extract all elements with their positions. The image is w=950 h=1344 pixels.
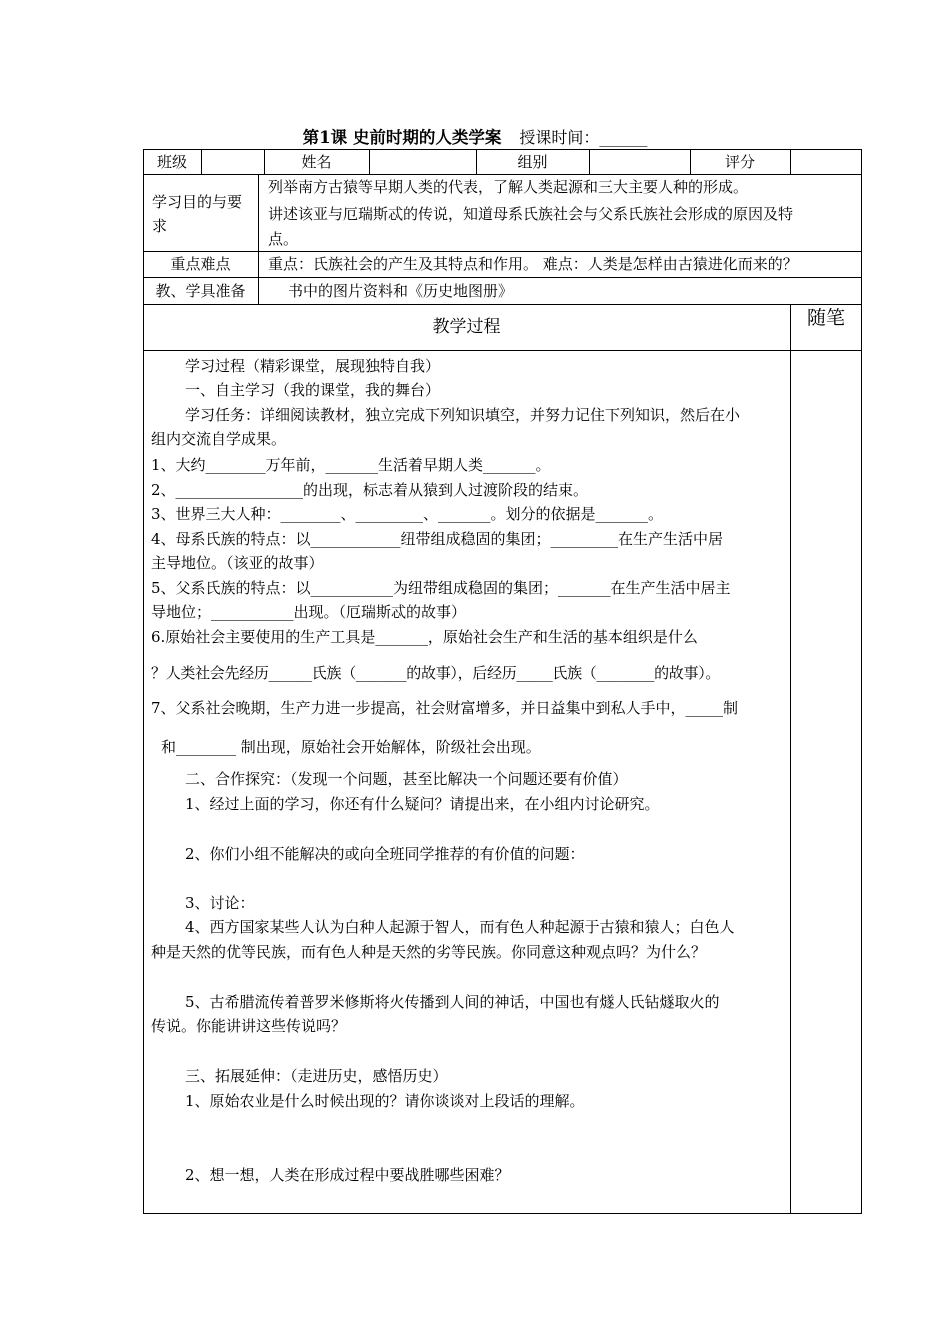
goals-line-2: 讲述该亚与厄瑞斯忒的传说，知道母系氏族社会与父系氏族社会形成的原因及特 — [268, 205, 794, 223]
col-divider — [790, 304, 791, 1214]
group-label: 组别 — [517, 153, 548, 171]
col-divider — [201, 149, 202, 175]
key-points-label: 重点难点 — [170, 255, 231, 273]
col-divider — [369, 149, 370, 175]
name-label: 姓名 — [301, 153, 332, 171]
question-5-line-2: 导地位；___________出现。（厄瑞斯忒的故事） — [151, 603, 467, 621]
cooperative-heading: 二、合作探究：（发现一个问题，甚至比解决一个问题还要有价值） — [185, 770, 628, 788]
row-divider — [143, 251, 862, 252]
question-7-line-1: 7、父系社会晚期，生产力进一步提高，社会财富增多，并日益集中到私人手中，_____制 — [151, 699, 739, 717]
goals-label: 学习目的与要求 — [152, 193, 243, 235]
teaching-time-label: 授课时间： — [519, 128, 600, 147]
notes-heading: 随笔 — [806, 307, 845, 329]
cooperative-question-5-line-2: 传说。你能讲讲这些传说吗？ — [151, 1017, 347, 1035]
process-heading: 教学过程 — [432, 317, 501, 337]
extension-question-2: 2、想一想，人类在形成过程中要战胜哪些困难？ — [185, 1166, 510, 1184]
row-divider — [143, 277, 862, 278]
question-1: 1、大约________万年前，_______生活着早期人类_______。 — [151, 456, 551, 474]
cooperative-question-4-line-1: 4、西方国家某些人认为白种人起源于智人，而有色人种起源于古猿和猿人；白色人 — [185, 918, 735, 936]
question-4-line-1: 4、母系氏族的特点：以____________纽带组成稳固的集团；_________在生产生活中居 — [151, 530, 724, 548]
question-3: 3、世界三大人种：________、_________、_______。划分的依据是_______。 — [151, 505, 664, 523]
extension-heading: 三、拓展延伸：（走进历史，感悟历史） — [185, 1067, 448, 1085]
goals-line-3: 点。 — [268, 230, 299, 248]
cooperative-question-4-line-2: 种是天然的优等民族，而有色人种是天然的劣等民族。你同意这种观点吗？为什么？ — [151, 943, 707, 961]
question-7-line-2: 和________ 制出现，原始社会开始解体，阶级社会出现。 — [161, 738, 541, 756]
cooperative-question-1: 1、经过上面的学习，你还有什么疑问？请提出来，在小组内讨论研究。 — [185, 795, 660, 813]
col-divider — [790, 149, 791, 175]
tools-text: 书中的图片资料和《历史地图册》 — [288, 282, 514, 300]
row-divider — [143, 350, 862, 351]
col-divider — [258, 174, 259, 305]
question-5-line-1: 5、父系氏族的特点：以___________为纽带组成稳固的集团；_______在生产生活中居主 — [151, 579, 731, 597]
col-divider — [589, 149, 590, 175]
class-label: 班级 — [156, 153, 187, 171]
score-label: 评分 — [724, 153, 755, 171]
learning-process-heading: 学习过程（精彩课堂，展现独特自我） — [185, 357, 441, 375]
cooperative-question-5-line-1: 5、古希腊流传着普罗米修斯将火传播到人间的神话，中国也有燧人氏钻燧取火的 — [185, 993, 720, 1011]
goals-line-1: 列举南方古猿等早期人类的代表，了解人类起源和三大主要人种的形成。 — [268, 178, 749, 196]
extension-question-1: 1、原始农业是什么时候出现的？请你谈谈对上段话的理解。 — [185, 1092, 585, 1110]
cooperative-question-2: 2、你们小组不能解决的或向全班同学推荐的有价值的问题： — [185, 845, 585, 863]
page-title — [0, 127, 950, 149]
question-4-line-2: 主导地位。（该亚的故事） — [151, 554, 324, 572]
teaching-time-blank: ______ — [599, 128, 648, 147]
question-6-line-1: 6.原始社会主要使用的生产工具是_______，原始社会生产和生活的基本组织是什么 — [151, 628, 698, 646]
tools-label: 教、学具准备 — [155, 282, 246, 300]
task-line-1: 学习任务：详细阅读教材，独立完成下列知识填空，并努力记住下列知识，然后在小 — [185, 406, 741, 424]
row-divider — [143, 174, 862, 175]
task-line-2: 组内交流自学成果。 — [151, 430, 287, 448]
question-2: 2、_________________的出现，标志着从猿到人过渡阶段的结束。 — [151, 481, 589, 499]
key-points-text: 重点：氏族社会的产生及其特点和作用。 难点：人类是怎样由古猿进化而来的？ — [268, 255, 798, 273]
question-6-line-2: ？人类社会先经历______氏族（_______的故事），后经历_____氏族（________的故事）。 — [151, 664, 721, 682]
row-divider — [143, 304, 862, 305]
cooperative-question-3: 3、讨论： — [185, 894, 255, 912]
title-main: 第1课 史前时期的人类学案 — [302, 128, 502, 147]
self-study-heading: 一、自主学习（我的课堂，我的舞台） — [185, 381, 441, 399]
